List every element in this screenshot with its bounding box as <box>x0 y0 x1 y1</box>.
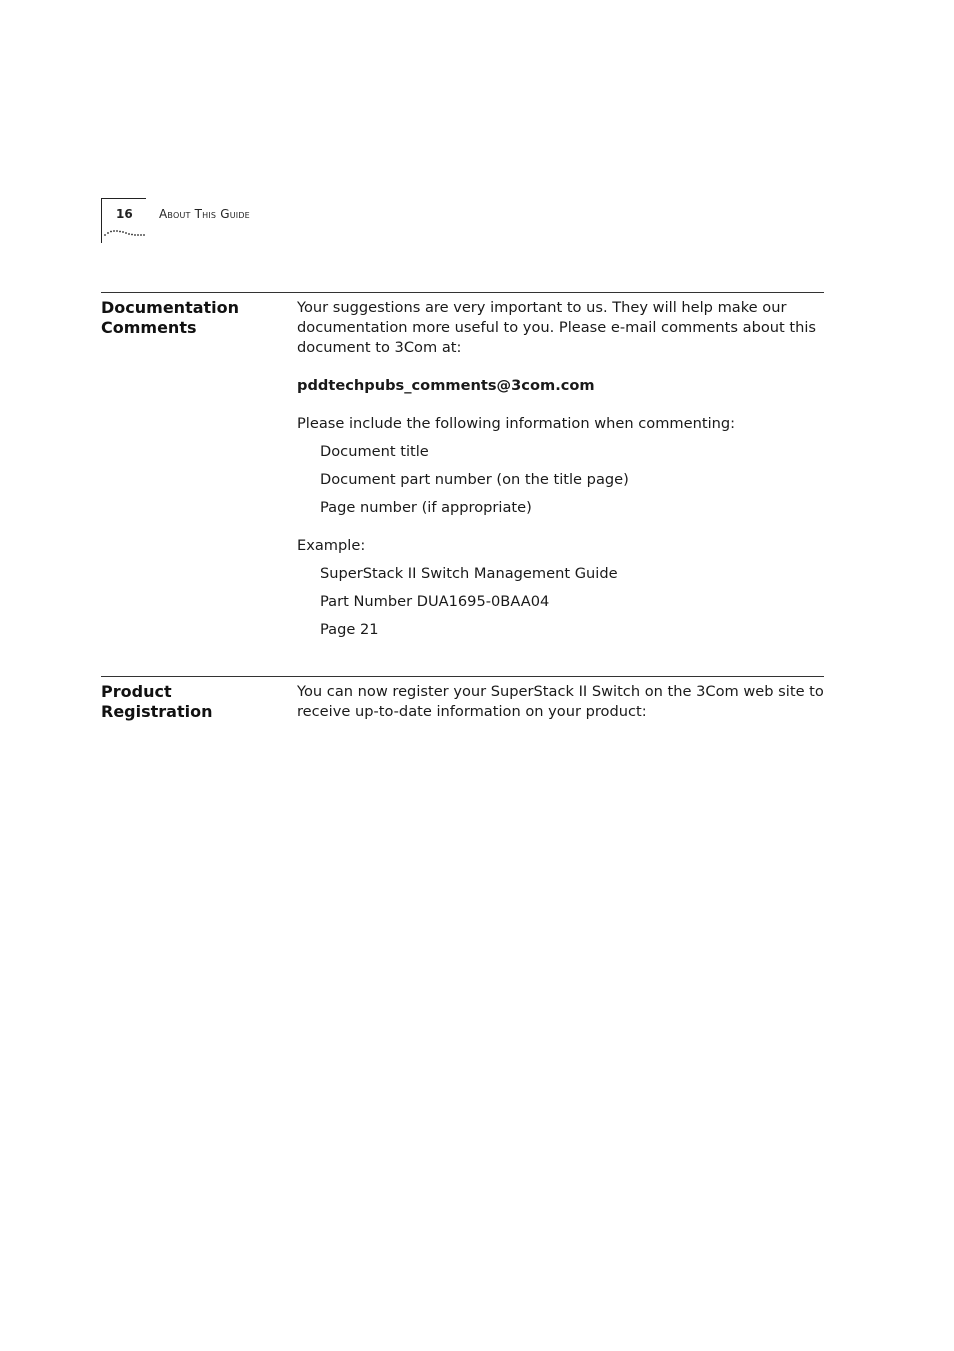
section-heading <box>101 682 281 722</box>
heading-line: Registration <box>101 702 213 721</box>
email-address: pddtechpubs_comments@3com.com <box>297 377 595 394</box>
include-list <box>297 442 824 518</box>
list-item: Document part number (on the title page) <box>320 471 629 488</box>
running-title: About This Guide <box>159 207 250 221</box>
list-item: Part Number DUA1695-0BAA04 <box>320 593 550 610</box>
intro-paragraph: You can now register your SuperStack II Switch on the 3Com web site to receive up-to-date information on your product: <box>297 683 824 720</box>
section-heading <box>101 298 281 338</box>
dotted-ornament-icon <box>103 225 147 239</box>
list-item: Page 21 <box>320 621 379 638</box>
section-body <box>297 682 824 722</box>
page-header <box>101 198 301 244</box>
include-paragraph: Please include the following information when commenting: <box>297 415 736 432</box>
example-label: Example: <box>297 537 366 554</box>
heading-line: Comments <box>101 318 197 337</box>
heading-line: Documentation <box>101 298 240 317</box>
documentation-comments-section <box>101 292 824 663</box>
example-list <box>297 564 824 640</box>
heading-line: Product <box>101 682 172 701</box>
list-item: Document title <box>320 443 429 460</box>
list-item: SuperStack II Switch Management Guide <box>320 565 618 582</box>
page-number: 16 <box>116 207 133 221</box>
list-item: Page number (if appropriate) <box>320 499 532 516</box>
page-number-tab <box>101 198 146 243</box>
intro-paragraph: Your suggestions are very important to us. They will help make our documentation more useful to you. Please e-mail comments about this document to 3Com at: <box>297 299 817 356</box>
product-registration-section <box>101 676 824 737</box>
section-body <box>297 298 824 640</box>
